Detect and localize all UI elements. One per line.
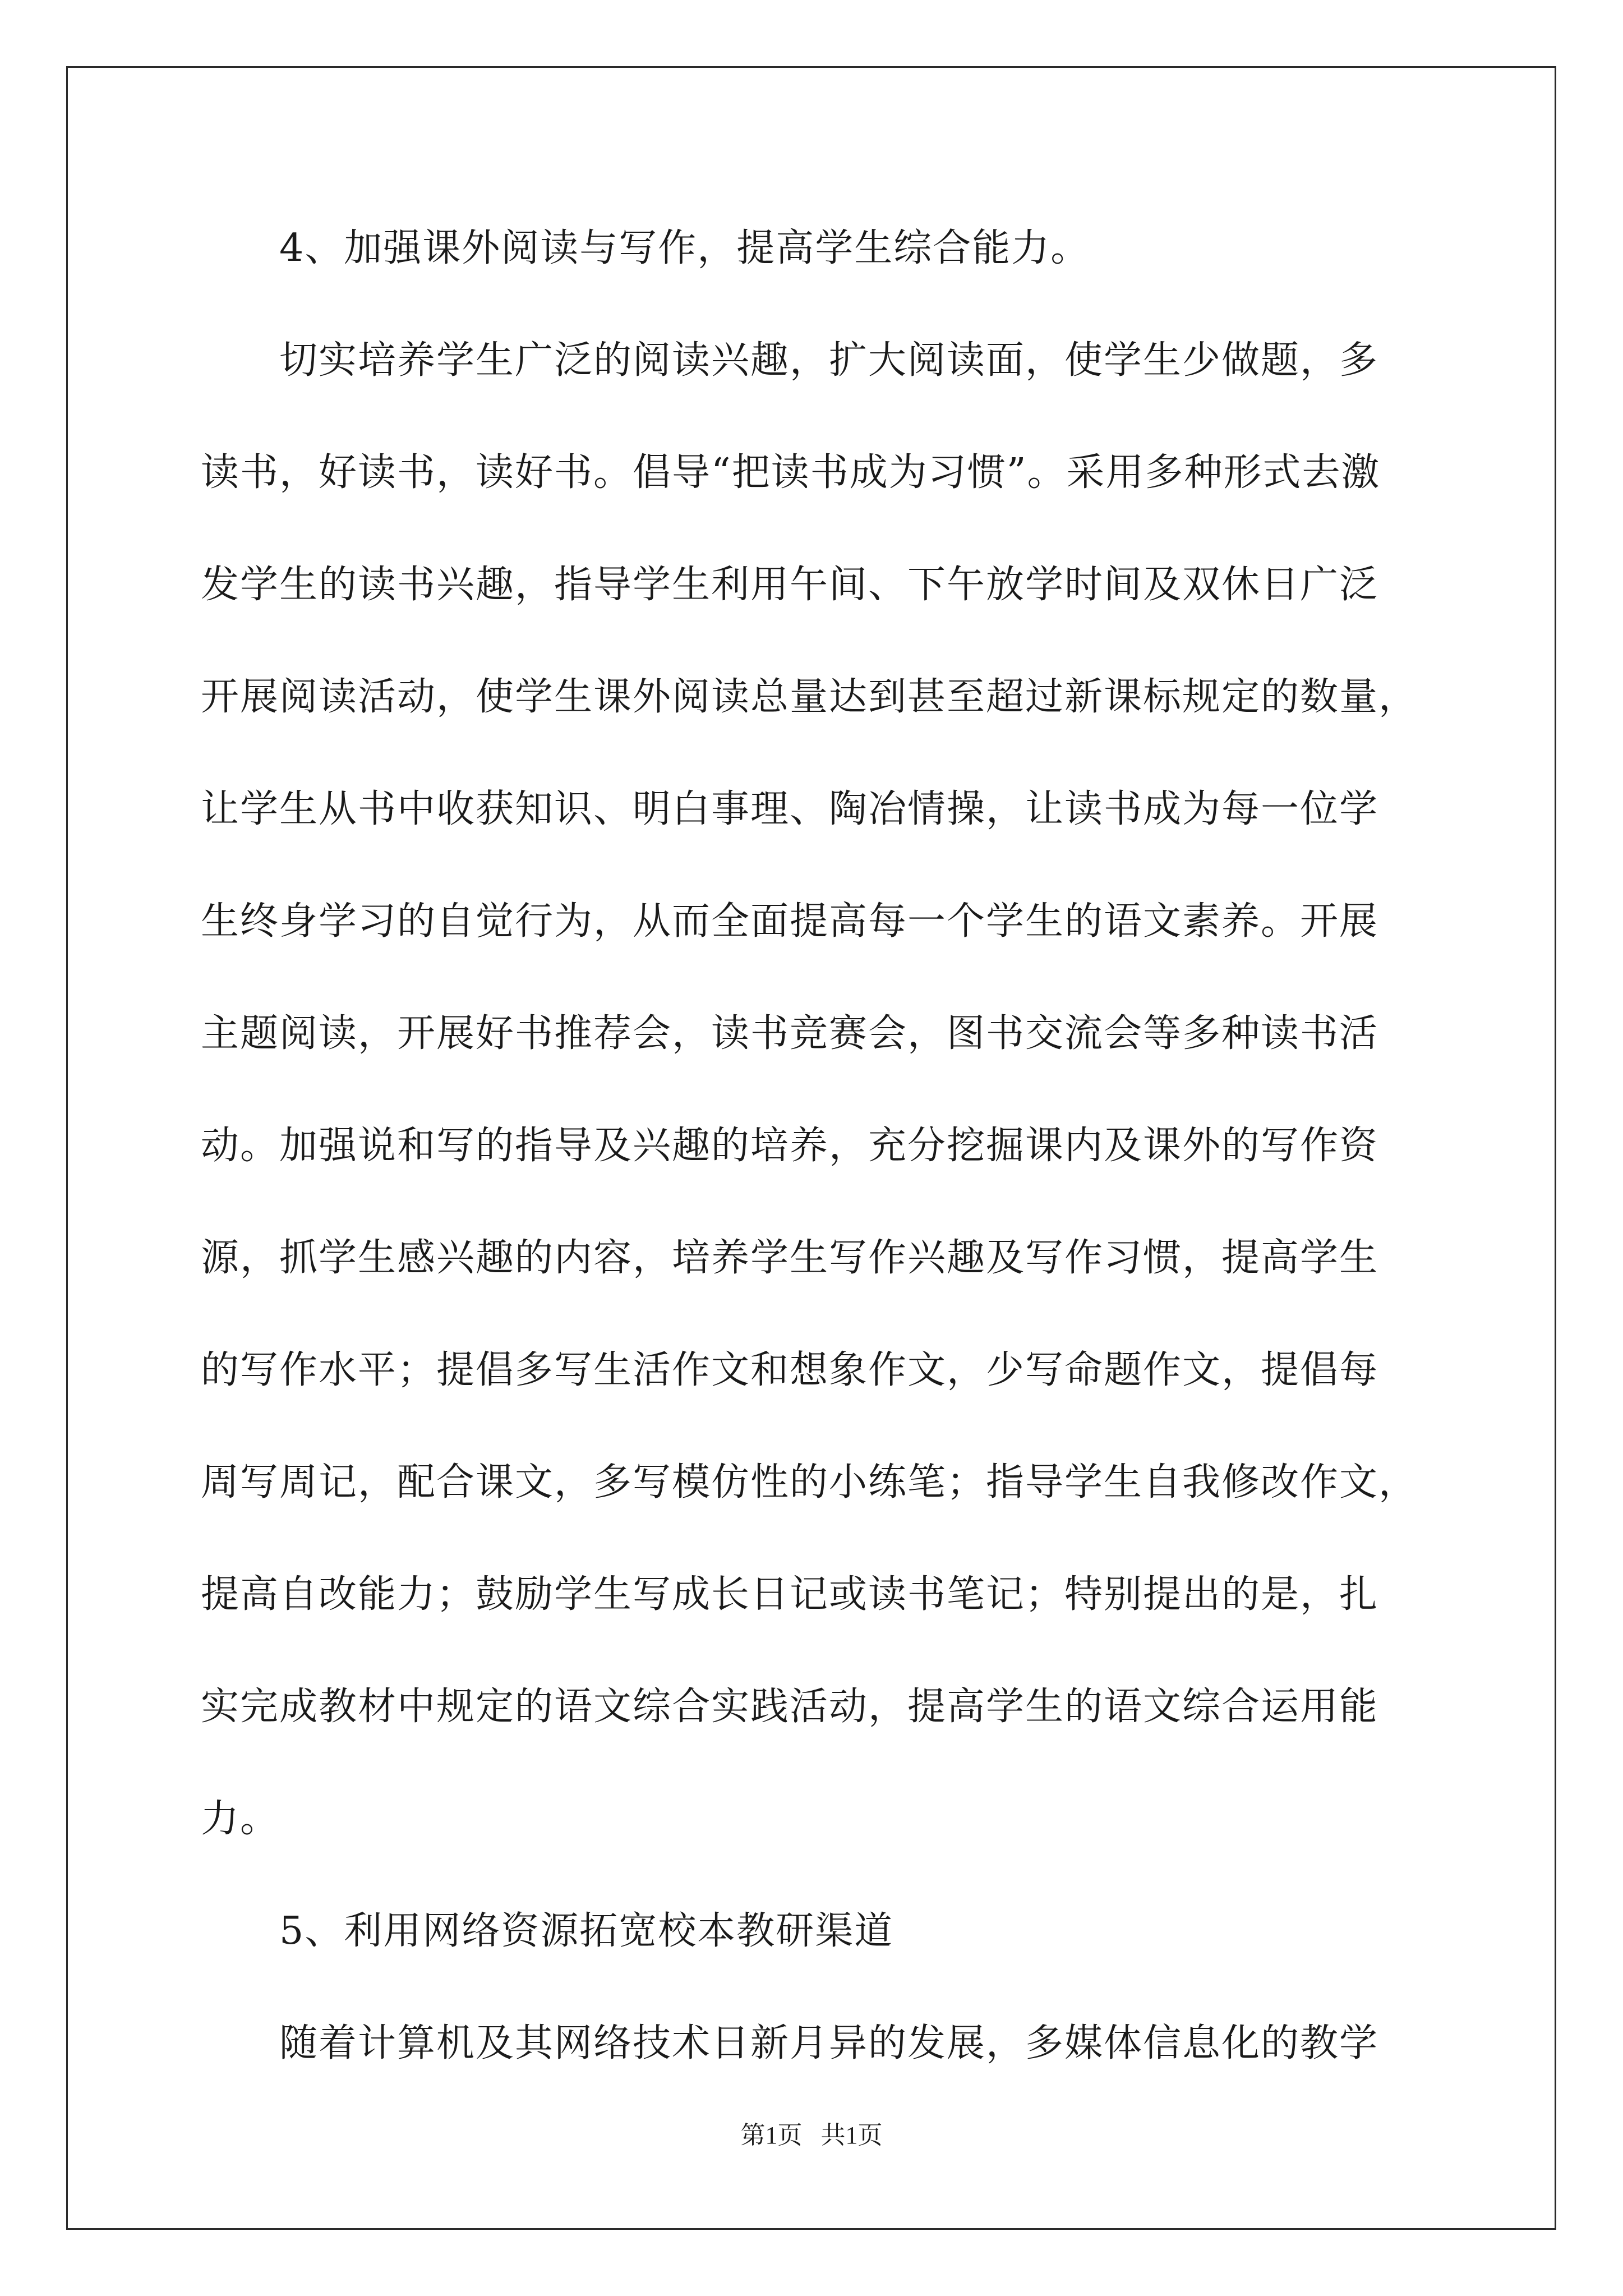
paragraph-line: 随着计算机及其网络技术日新月异的发展，多媒体信息化的教学 <box>279 2021 1379 2065</box>
paragraph-line: 动。加强说和写的指导及兴趣的培养，充分挖掘课内及课外的写作资 <box>201 1124 1379 1168</box>
paragraph-line: 周写周记，配合课文，多写模仿性的小练笔；指导学生自我修改作文， <box>201 1460 1418 1504</box>
paragraph-line: 读书，好读书，读好书。倡导“把读书成为习惯”。采用多种形式去激 <box>201 450 1381 495</box>
paragraph-line: 发学生的读书兴趣，指导学生利用午间、下午放学时间及双休日广泛 <box>201 563 1379 607</box>
paragraph-line: 实完成教材中规定的语文综合实践活动，提高学生的语文综合运用能 <box>201 1685 1379 1729</box>
paragraph-line: 让学生从书中收获知识、明白事理、陶冶情操，让读书成为每一位学 <box>201 787 1379 831</box>
paragraph-line: 开展阅读活动，使学生课外阅读总量达到甚至超过新课标规定的数量， <box>201 675 1418 719</box>
heading-5: 5、利用网络资源拓宽校本教研渠道 <box>279 1909 894 1953</box>
paragraph-line: 切实培养学生广泛的阅读兴趣，扩大阅读面，使学生少做题，多 <box>279 338 1379 383</box>
paragraph-line: 主题阅读，开展好书推荐会，读书竞赛会，图书交流会等多种读书活 <box>201 1011 1379 1056</box>
page-footer: 第1页 共1页 <box>740 2122 883 2149</box>
paragraph-line: 提高自改能力；鼓励学生写成长日记或读书笔记；特别提出的是，扎 <box>201 1572 1379 1617</box>
paragraph-line: 力。 <box>201 1797 280 1841</box>
paragraph-line: 源，抓学生感兴趣的内容，培养学生写作兴趣及写作习惯，提高学生 <box>201 1236 1379 1280</box>
heading-4: 4、加强课外阅读与写作，提高学生综合能力。 <box>279 226 1090 270</box>
paragraph-line: 的写作水平；提倡多写生活作文和想象作文，少写命题作文，提倡每 <box>201 1348 1379 1392</box>
paragraph-line: 生终身学习的自觉行为，从而全面提高每一个学生的语文素养。开展 <box>201 899 1379 944</box>
